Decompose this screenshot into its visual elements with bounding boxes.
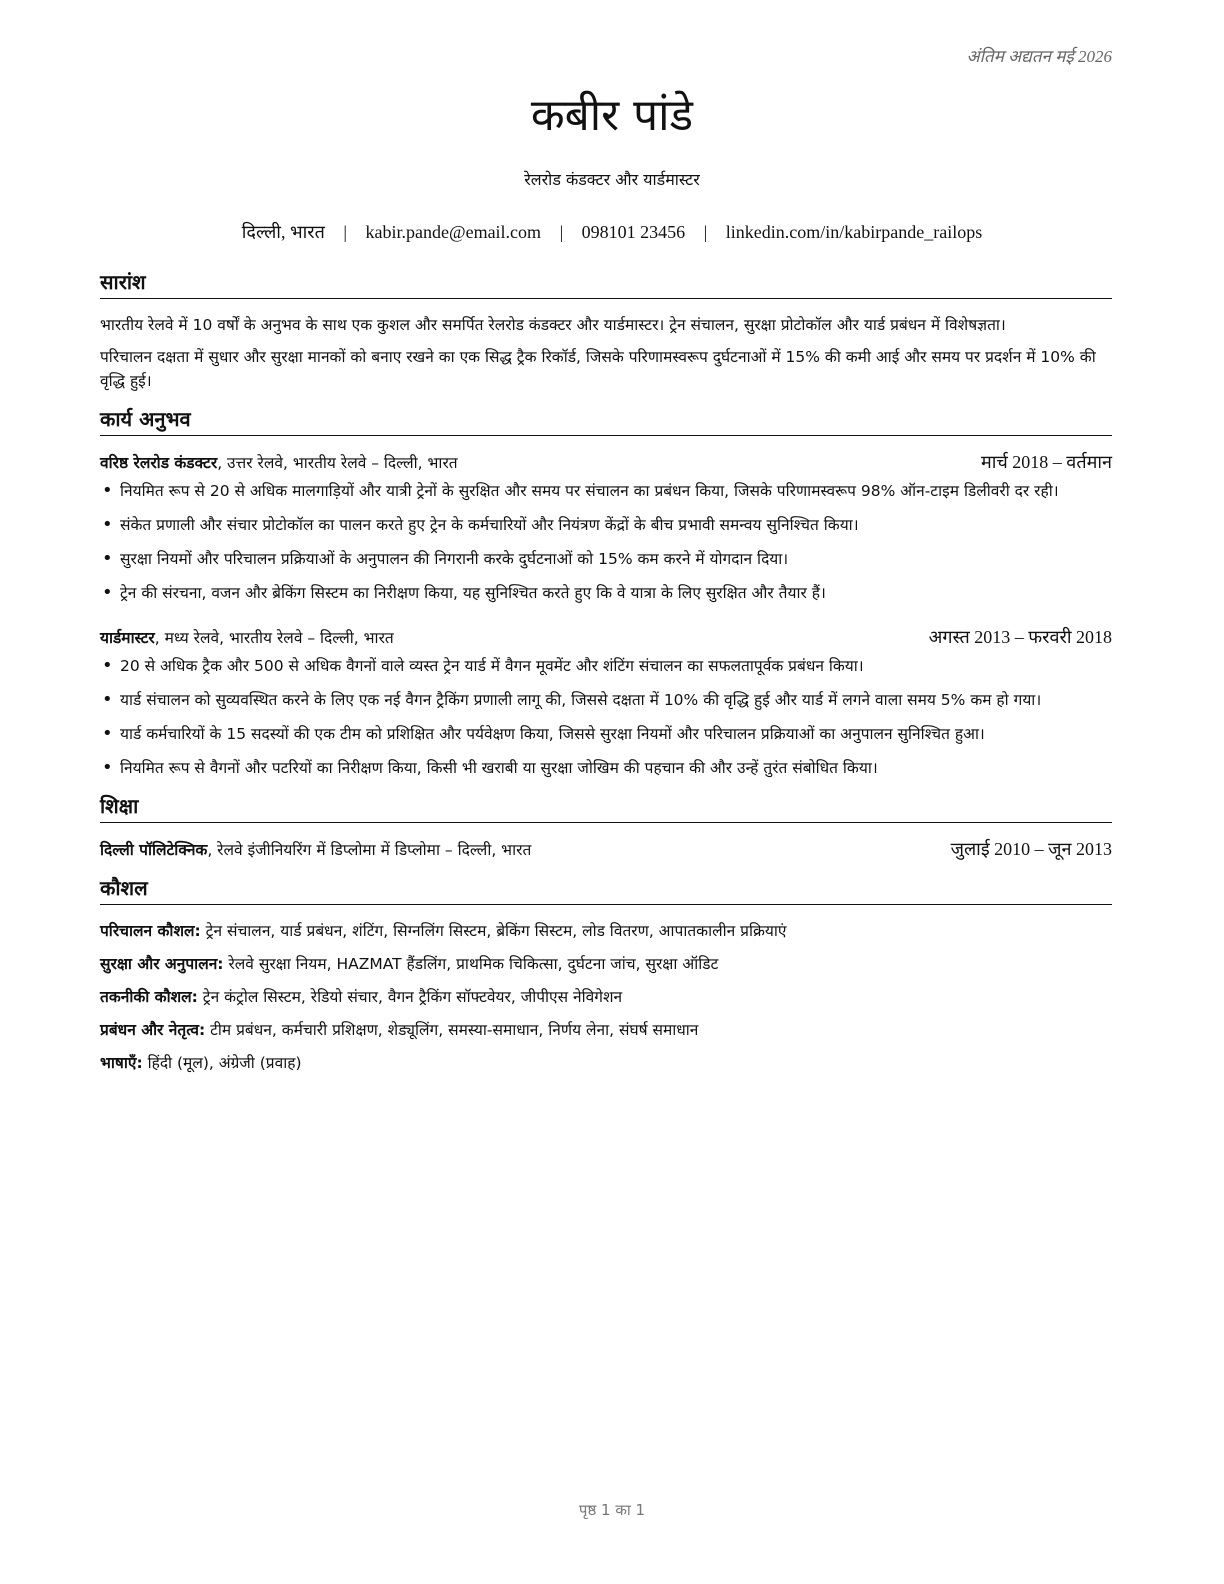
- skill-value: हिंदी (मूल), अंग्रेजी (प्रवाह): [142, 1054, 302, 1072]
- skills-section: [100, 874, 1112, 1075]
- skill-row: [100, 985, 1112, 1009]
- summary-paragraph: भारतीय रेलवे में 10 वर्षों के अनुभव के साथ एक कुशल और समर्पित रेलरोड कंडक्टर और यार्डमास्टर। ट्रेन संचालन, सुरक्षा प्रोटोकॉल और यार्ड प्रबंधन में विशेषज्ञता।: [100, 316, 1006, 334]
- contact-email[interactable]: kabir.pande@email.com: [365, 222, 542, 242]
- job-entry: [100, 625, 1112, 780]
- job-bullets: [100, 479, 1112, 605]
- skill-value: ट्रेन कंट्रोल सिस्टम, रेडियो संचार, वैगन ट्रैकिंग सॉफ्टवेयर, जीपीएस नेविगेशन: [197, 988, 623, 1006]
- job-role: वरिष्ठ रेलरोड कंडक्टर: [100, 454, 218, 472]
- education-heading: शिक्षा: [100, 792, 1112, 823]
- job-bullet: • यार्ड कर्मचारियों के 15 सदस्यों की एक टीम को प्रशिक्षित और पर्यवेक्षण किया, जिससे सुरक्षा नियमों और परिचालन प्रक्रियाओं का अनुपालन सुनिश्चित हुआ।: [100, 722, 1112, 746]
- skill-value: ट्रेन संचालन, यार्ड प्रबंधन, शंटिंग, सिग्नलिंग सिस्टम, ब्रेकिंग सिस्टम, लोड वितरण, आपातकालीन प्रक्रियाएं: [200, 922, 787, 940]
- skill-row: [100, 1051, 1112, 1075]
- education-school: दिल्ली पॉलिटेक्निक: [100, 841, 208, 859]
- job-bullets: [100, 654, 1112, 780]
- job-role: यार्डमास्टर: [100, 629, 155, 647]
- skill-row: [100, 952, 1112, 976]
- job-org: , मध्य रेलवे, भारतीय रेलवे – दिल्ली, भारत: [154, 629, 394, 647]
- job-entry: [100, 450, 1112, 605]
- job-bullet: • नियमित रूप से वैगनों और पटरियों का निरीक्षण किया, किसी भी खराबी या सुरक्षा जोखिम की पहचान की और उन्हें तुरंत संबोधित किया।: [100, 756, 1112, 780]
- job-dates: मार्च 2018 – वर्तमान: [980, 452, 1112, 472]
- skill-row: [100, 919, 1112, 943]
- skill-label: प्रबंधन और नेतृत्व:: [100, 1021, 206, 1039]
- job-bullet: • 20 से अधिक ट्रैक और 500 से अधिक वैगनों वाले व्यस्त ट्रेन यार्ड में वैगन मूवमेंट और शंटिंग संचालन का सफलतापूर्वक प्रबंधन किया।: [100, 654, 1112, 678]
- contact-location: दिल्ली, भारत: [241, 222, 325, 242]
- education-entry: [100, 837, 1112, 862]
- resume-content: [100, 268, 1112, 1075]
- job-bullet: • संकेत प्रणाली और संचार प्रोटोकॉल का पालन करते हुए ट्रेन के कर्मचारियों और नियंत्रण केंद्रों के बीच प्रभावी समन्वय सुनिश्चित किया।: [100, 513, 1112, 537]
- education-detail: , रेलवे इंजीनियरिंग में डिप्लोमा में डिप्लोमा – दिल्ली, भारत: [207, 841, 532, 859]
- job-org: , उत्तर रेलवे, भारतीय रेलवे – दिल्ली, भारत: [217, 454, 458, 472]
- skill-label: परिचालन कौशल:: [100, 922, 201, 940]
- tagline: रेलरोड कंडक्टर और यार्डमास्टर: [524, 170, 700, 189]
- page-number: पृष्ठ 1 का 1: [578, 1501, 646, 1519]
- skill-label: भाषाएँ:: [100, 1054, 143, 1072]
- education-section: [100, 792, 1112, 862]
- summary-heading: सारांश: [100, 268, 1112, 299]
- candidate-name: कबीर पांडे: [530, 90, 694, 141]
- contact-phone: 098101 23456: [581, 222, 686, 242]
- experience-heading: कार्य अनुभव: [100, 405, 1112, 436]
- last-updated: अंतिम अद्यतन मई 2026: [966, 47, 1112, 66]
- contact-separator: |: [559, 222, 564, 242]
- summary-paragraph: परिचालन दक्षता में सुधार और सुरक्षा मानकों को बनाए रखने का एक सिद्ध ट्रैक रिकॉर्ड, जिसके परिणामस्वरूप दुर्घटनाओं में 15% की कमी आई और समय पर प्रदर्शन में 10% की वृद्धि हुई।: [100, 348, 1096, 390]
- skill-value: टीम प्रबंधन, कर्मचारी प्रशिक्षण, शेड्यूलिंग, समस्या-समाधान, निर्णय लेना, संघर्ष समाधान: [205, 1021, 699, 1039]
- contact-linkedin[interactable]: linkedin.com/in/kabirpande_railops: [725, 222, 983, 242]
- skill-label: सुरक्षा और अनुपालन:: [100, 955, 224, 973]
- education-dates: जुलाई 2010 – जून 2013: [950, 839, 1112, 859]
- job-bullet: • नियमित रूप से 20 से अधिक मालगाड़ियों और यात्री ट्रेनों के सुरक्षित और समय पर संचालन का प्रबंधन किया, जिसके परिणामस्वरूप 98% ऑन-टाइम डिलीवरी दर रही।: [100, 479, 1112, 503]
- contact-separator: |: [703, 222, 708, 242]
- job-header: [100, 625, 1112, 650]
- summary-section: [100, 268, 1112, 393]
- skills-heading: कौशल: [100, 874, 1112, 905]
- job-bullet: • यार्ड संचालन को सुव्यवस्थित करने के लिए एक नई वैगन ट्रैकिंग प्रणाली लागू की, जिससे दक्षता में 10% की वृद्धि हुई और यार्ड में लगने वाला समय 5% कम हो गया।: [100, 688, 1112, 712]
- contact-line: [0, 220, 1224, 244]
- job-header: [100, 450, 1112, 475]
- job-bullet: • ट्रेन की संरचना, वजन और ब्रेकिंग सिस्टम का निरीक्षण किया, यह सुनिश्चित करते हुए कि वे यात्रा के लिए सुरक्षित और तैयार हैं।: [100, 581, 1112, 605]
- job-dates: अगस्त 2013 – फरवरी 2018: [928, 627, 1112, 647]
- job-bullet: • सुरक्षा नियमों और परिचालन प्रक्रियाओं के अनुपालन की निगरानी करके दुर्घटनाओं को 15% कम करने में योगदान दिया।: [100, 547, 1112, 571]
- skill-row: [100, 1018, 1112, 1042]
- experience-section: [100, 405, 1112, 780]
- skill-label: तकनीकी कौशल:: [100, 988, 198, 1006]
- skill-value: रेलवे सुरक्षा नियम, HAZMAT हैंडलिंग, प्राथमिक चिकित्सा, दुर्घटना जांच, सुरक्षा ऑडिट: [223, 955, 719, 973]
- contact-separator: |: [343, 222, 348, 242]
